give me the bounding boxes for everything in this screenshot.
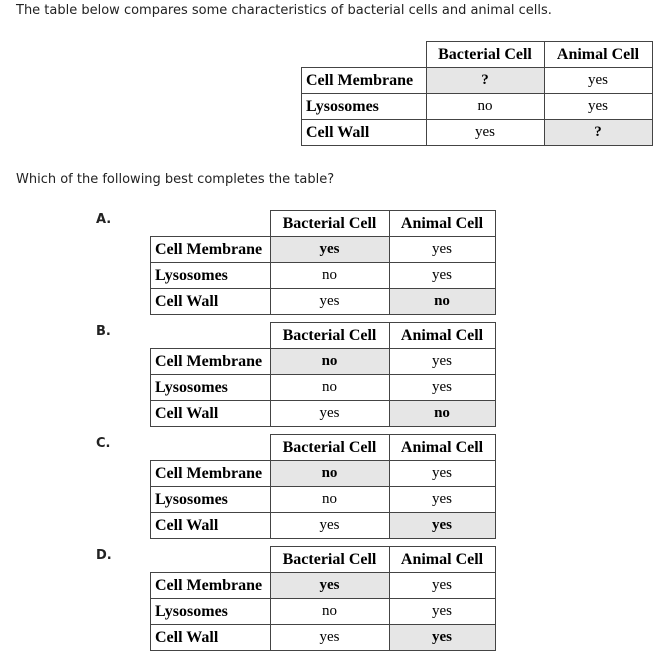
- answer-cell: yes: [270, 573, 389, 599]
- value-cell: no: [426, 94, 544, 120]
- header-bacterial-cell: Bacterial Cell: [270, 435, 389, 461]
- value-cell: yes: [389, 461, 495, 487]
- header-bacterial-cell: Bacterial Cell: [270, 211, 389, 237]
- value-cell: yes: [389, 263, 495, 289]
- table-header-row: [151, 547, 496, 573]
- value-cell: yes: [544, 68, 652, 94]
- value-cell: no: [270, 263, 389, 289]
- header-blank-cell: [151, 547, 271, 573]
- header-animal-cell: Animal Cell: [389, 323, 495, 349]
- table-header-row: [151, 435, 496, 461]
- value-cell: yes: [270, 625, 389, 651]
- row-label-cell-membrane: Cell Membrane: [302, 68, 427, 94]
- value-cell: yes: [270, 401, 389, 427]
- header-blank-cell: [302, 42, 427, 68]
- answer-cell: no: [389, 401, 495, 427]
- value-cell: yes: [270, 513, 389, 539]
- value-cell: no: [270, 375, 389, 401]
- value-cell: yes: [544, 94, 652, 120]
- row-label-cell-membrane: Cell Membrane: [151, 461, 271, 487]
- row-label-lysosomes: Lysosomes: [151, 599, 271, 625]
- header-bacterial-cell: Bacterial Cell: [270, 547, 389, 573]
- row-label-lysosomes: Lysosomes: [151, 375, 271, 401]
- table-row: [151, 599, 496, 625]
- option-b-letter[interactable]: B.: [96, 324, 111, 339]
- table-row: [151, 573, 496, 599]
- value-cell: no: [270, 487, 389, 513]
- answer-cell: no: [389, 289, 495, 315]
- table-header-row: [302, 42, 653, 68]
- table-row: [151, 263, 496, 289]
- value-cell: yes: [389, 237, 495, 263]
- value-cell: yes: [389, 375, 495, 401]
- table-row: [302, 94, 653, 120]
- table-row: [151, 625, 496, 651]
- table-row: [151, 237, 496, 263]
- table-row: [151, 375, 496, 401]
- row-label-cell-wall: Cell Wall: [151, 513, 271, 539]
- unknown-cell: ?: [544, 120, 652, 146]
- value-cell: yes: [389, 487, 495, 513]
- value-cell: yes: [270, 289, 389, 315]
- option-a-table[interactable]: [150, 210, 496, 315]
- comparison-table: [301, 41, 653, 146]
- table-row: [151, 401, 496, 427]
- row-label-cell-wall: Cell Wall: [151, 401, 271, 427]
- value-cell: yes: [389, 599, 495, 625]
- table-row: [302, 120, 653, 146]
- option-d-letter[interactable]: D.: [96, 548, 112, 563]
- value-cell: no: [270, 599, 389, 625]
- header-blank-cell: [151, 435, 271, 461]
- table-row: [151, 289, 496, 315]
- row-label-lysosomes: Lysosomes: [302, 94, 427, 120]
- row-label-cell-wall: Cell Wall: [302, 120, 427, 146]
- row-label-lysosomes: Lysosomes: [151, 263, 271, 289]
- value-cell: yes: [426, 120, 544, 146]
- answer-cell: yes: [270, 237, 389, 263]
- table-header-row: [151, 211, 496, 237]
- question-text: Which of the following best completes the table?: [16, 172, 335, 187]
- value-cell: yes: [389, 349, 495, 375]
- table-row: [302, 68, 653, 94]
- option-b-table[interactable]: [150, 322, 496, 427]
- row-label-lysosomes: Lysosomes: [151, 487, 271, 513]
- header-animal-cell: Animal Cell: [389, 435, 495, 461]
- row-label-cell-membrane: Cell Membrane: [151, 349, 271, 375]
- answer-cell: yes: [389, 625, 495, 651]
- table-row: [151, 513, 496, 539]
- table-header-row: [151, 323, 496, 349]
- option-a-letter[interactable]: A.: [96, 212, 112, 227]
- header-bacterial-cell: Bacterial Cell: [270, 323, 389, 349]
- header-blank-cell: [151, 323, 271, 349]
- option-d-table[interactable]: [150, 546, 496, 651]
- table-row: [151, 487, 496, 513]
- header-blank-cell: [151, 211, 271, 237]
- intro-text: The table below compares some characteristics of bacterial cells and animal cells.: [16, 3, 552, 18]
- header-animal-cell: Animal Cell: [389, 547, 495, 573]
- value-cell: yes: [389, 573, 495, 599]
- answer-cell: no: [270, 461, 389, 487]
- option-c-letter[interactable]: C.: [96, 436, 111, 451]
- row-label-cell-membrane: Cell Membrane: [151, 237, 271, 263]
- row-label-cell-wall: Cell Wall: [151, 625, 271, 651]
- answer-cell: no: [270, 349, 389, 375]
- row-label-cell-wall: Cell Wall: [151, 289, 271, 315]
- header-animal-cell: Animal Cell: [544, 42, 652, 68]
- table-row: [151, 461, 496, 487]
- option-c-table[interactable]: [150, 434, 496, 539]
- unknown-cell: ?: [426, 68, 544, 94]
- header-bacterial-cell: Bacterial Cell: [426, 42, 544, 68]
- table-row: [151, 349, 496, 375]
- row-label-cell-membrane: Cell Membrane: [151, 573, 271, 599]
- header-animal-cell: Animal Cell: [389, 211, 495, 237]
- answer-cell: yes: [389, 513, 495, 539]
